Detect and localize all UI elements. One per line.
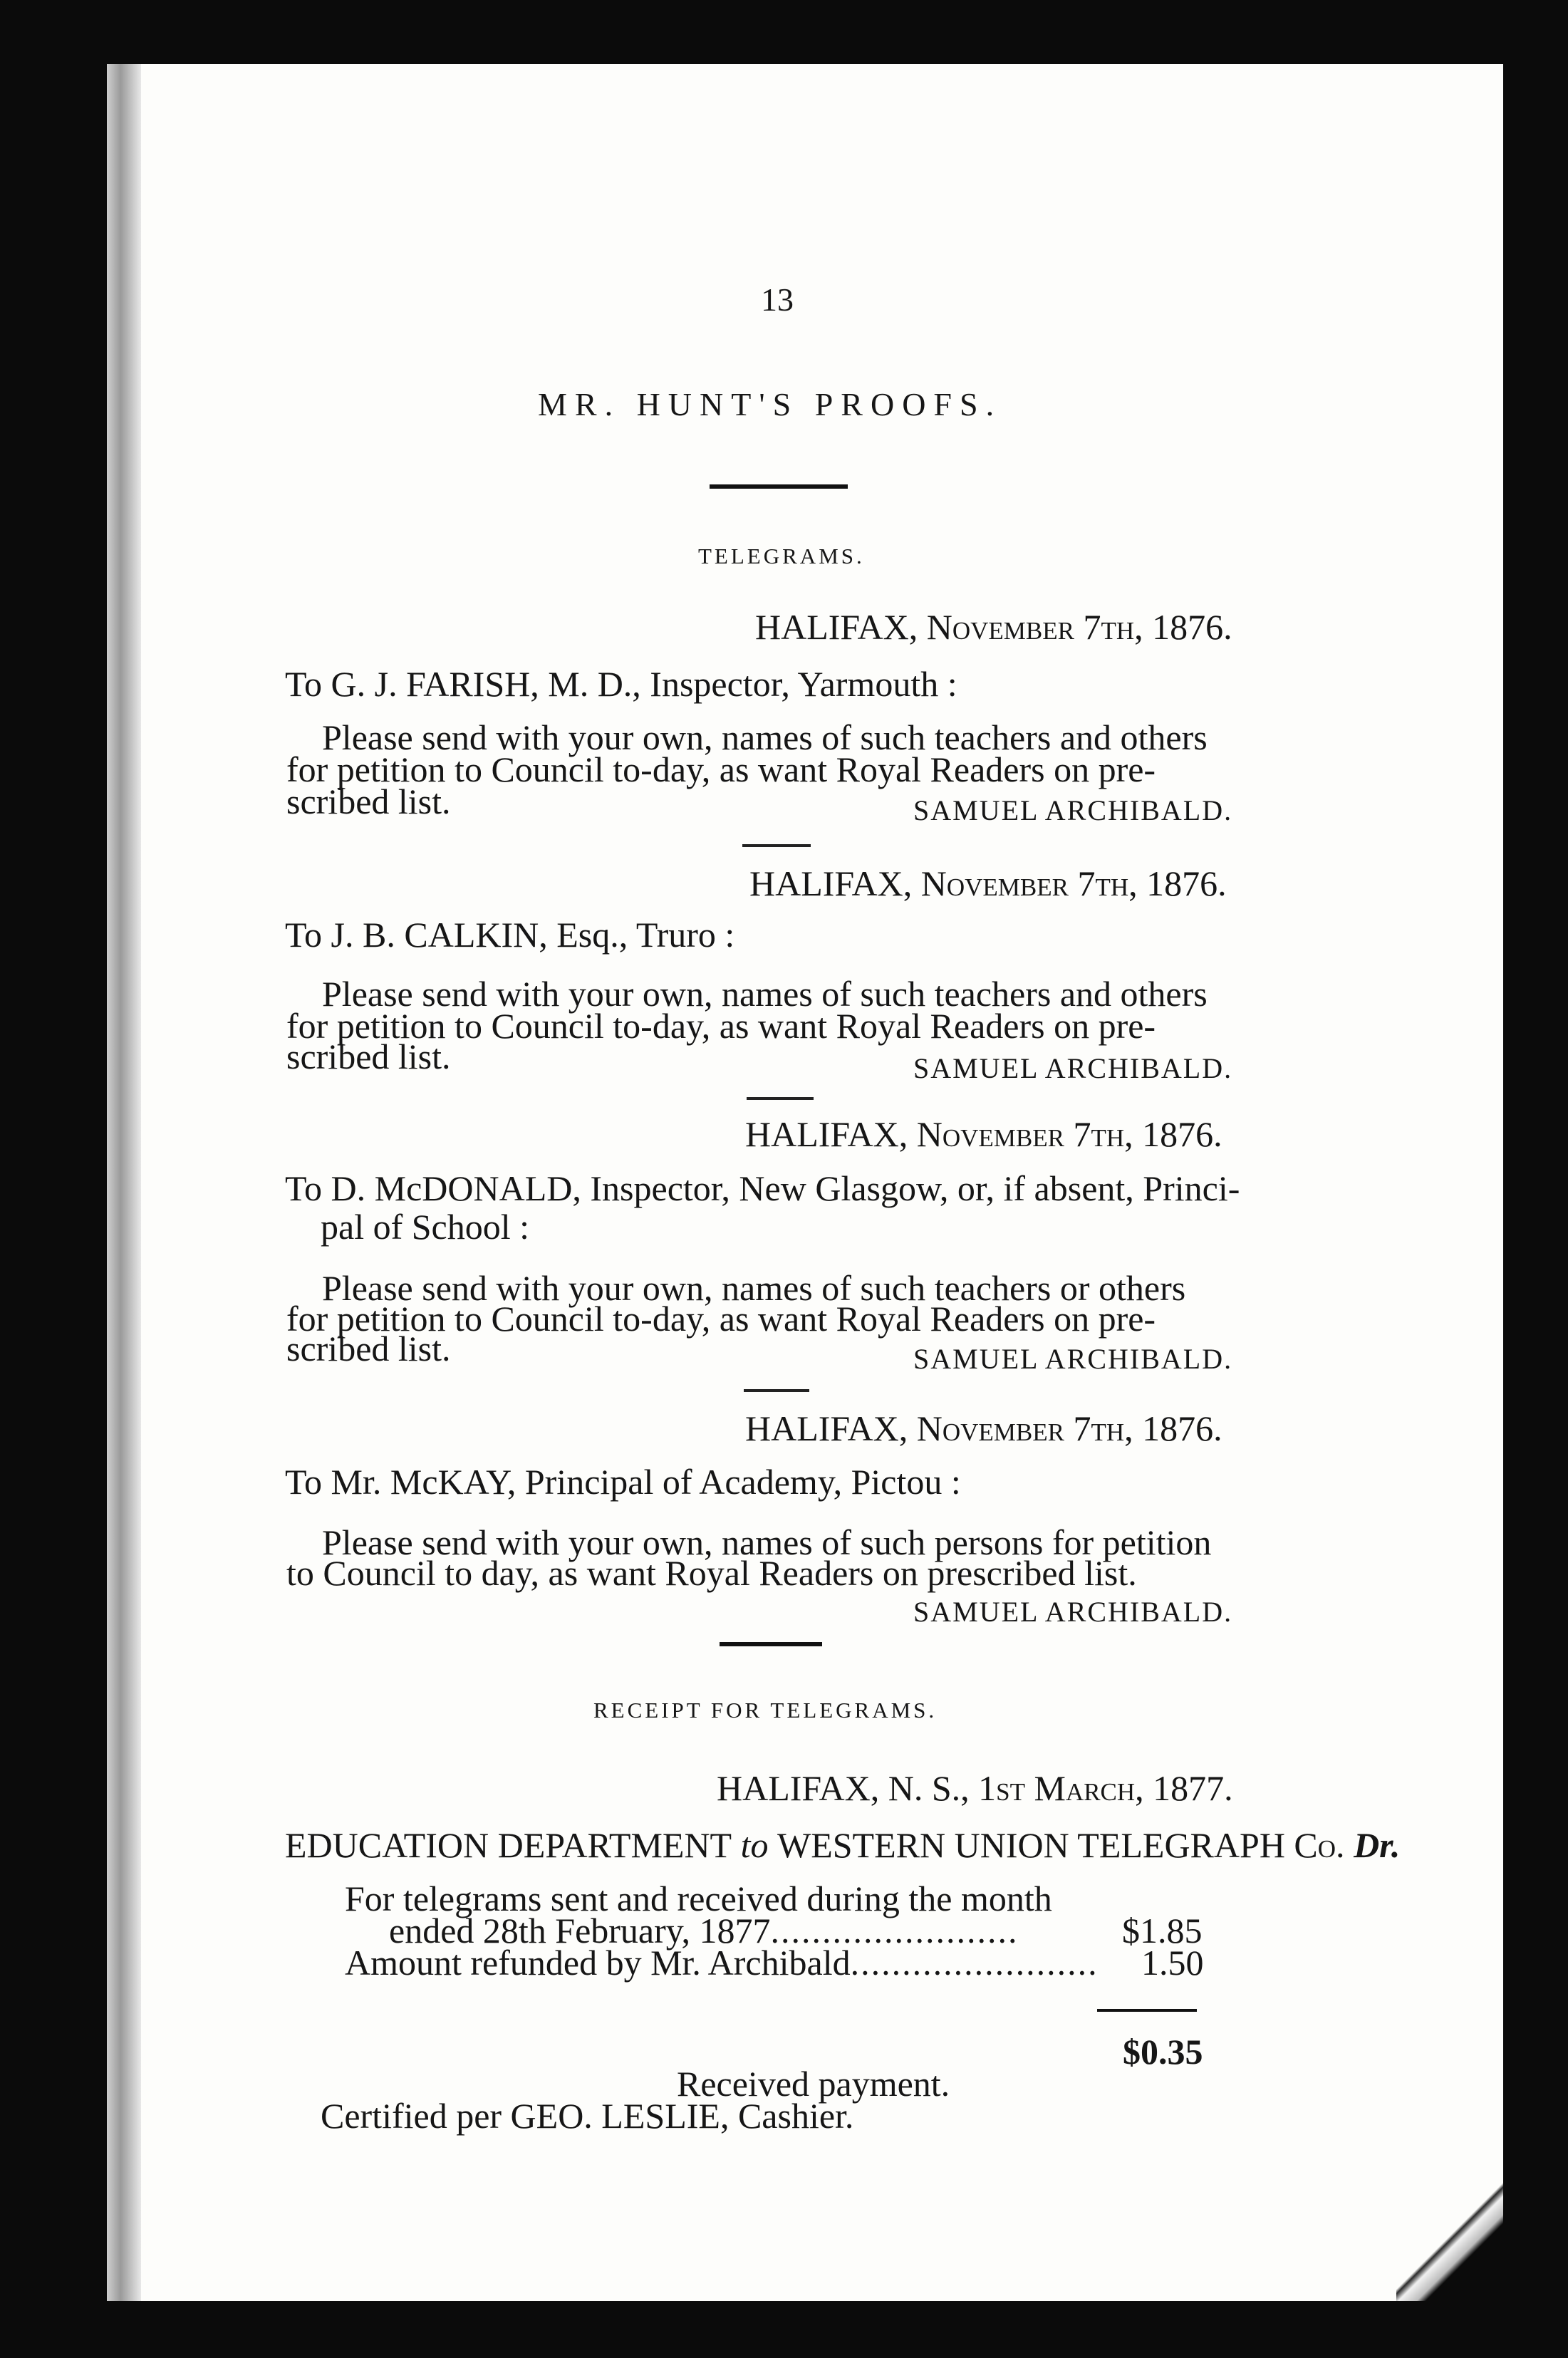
title-rule bbox=[710, 484, 848, 489]
receipt-from: EDUCATION DEPARTMENT bbox=[285, 1825, 732, 1865]
receipt-to: WESTERN UNION TELEGRAPH Co. bbox=[777, 1825, 1345, 1865]
total-rule bbox=[1097, 2009, 1197, 2012]
telegram-3-address-line-1: To D. McDONALD, Inspector, New Glasgow, or, if absent, Princi- bbox=[285, 1168, 1240, 1208]
telegram-3-line-3: scribed list. bbox=[286, 1329, 451, 1368]
page-title: MR. HUNT'S PROOFS. bbox=[538, 386, 1002, 422]
telegram-3-line-1: Please send with your own, names of such teachers or others bbox=[322, 1268, 1186, 1308]
telegram-4-line-2: to Council to day, as want Royal Readers on prescribed list. bbox=[286, 1553, 1137, 1593]
section-heading: TELEGRAMS. bbox=[698, 544, 865, 568]
telegram-3-address-line-2: pal of School : bbox=[321, 1207, 530, 1247]
receipt-heading: RECEIPT FOR TELEGRAMS. bbox=[593, 1698, 938, 1723]
receipt-item-1-amount: $1.85 bbox=[1122, 1911, 1203, 1951]
received-payment: Received payment. bbox=[677, 2064, 950, 2104]
telegram-1-line-1: Please send with your own, names of such teachers and others bbox=[322, 717, 1208, 757]
telegram-4-address: To Mr. McKAY, Principal of Academy, Pictou : bbox=[285, 1462, 961, 1502]
receipt-date: HALIFAX, N. S., 1st March, 1877. bbox=[717, 1768, 1233, 1808]
receipt-item-2-line-1 bbox=[345, 1943, 1099, 1983]
telegram-2-line-3: scribed list. bbox=[286, 1037, 451, 1076]
receipt-connector: to bbox=[740, 1825, 769, 1865]
telegram-2-address: To J. B. CALKIN, Esq., Truro : bbox=[285, 915, 735, 955]
telegram-4-date: HALIFAX, November 7th, 1876. bbox=[745, 1408, 1222, 1448]
receipt-dr: Dr. bbox=[1354, 1825, 1401, 1865]
receipt-item-2-text: Amount refunded by Mr. Archibald bbox=[345, 1943, 851, 1983]
telegram-3-line-2: for petition to Council to-day, as want Royal Readers on pre- bbox=[286, 1299, 1156, 1339]
receipt-item-2-amount: 1.50 bbox=[1141, 1943, 1204, 1983]
separator-dash bbox=[744, 1389, 809, 1392]
telegram-1-line-3: scribed list. bbox=[286, 781, 451, 821]
telegram-1-signature: SAMUEL ARCHIBALD. bbox=[913, 794, 1233, 826]
telegram-4-line-1: Please send with your own, names of such persons for petition bbox=[322, 1522, 1212, 1562]
section-rule bbox=[720, 1642, 822, 1646]
dot-leader: ........................ bbox=[770, 1911, 1019, 1951]
telegram-2-line-2: for petition to Council to-day, as want Royal Readers on pre- bbox=[286, 1006, 1156, 1046]
dot-leader: ........................ bbox=[850, 1943, 1099, 1983]
page-number: 13 bbox=[761, 281, 794, 318]
separator-dash bbox=[747, 1097, 814, 1100]
telegram-2-date: HALIFAX, November 7th, 1876. bbox=[749, 863, 1227, 903]
telegram-1-date: HALIFAX, November 7th, 1876. bbox=[755, 607, 1232, 647]
telegram-2-line-1: Please send with your own, names of such teachers and others bbox=[322, 974, 1208, 1014]
separator-dash bbox=[742, 844, 811, 847]
telegram-3-date: HALIFAX, November 7th, 1876. bbox=[745, 1114, 1222, 1154]
page-corner-fold bbox=[1396, 2180, 1503, 2301]
telegram-1-address: To G. J. FARISH, M. D., Inspector, Yarmouth : bbox=[285, 664, 957, 704]
receipt-total: $0.35 bbox=[1123, 2032, 1203, 2072]
receipt-item-1-line-1: For telegrams sent and received during the month bbox=[345, 1879, 1052, 1918]
receipt-parties bbox=[285, 1827, 1400, 1863]
book-spine bbox=[107, 64, 141, 2301]
telegram-4-signature: SAMUEL ARCHIBALD. bbox=[913, 1596, 1233, 1628]
telegram-2-signature: SAMUEL ARCHIBALD. bbox=[913, 1052, 1233, 1084]
telegram-1-line-2: for petition to Council to-day, as want Royal Readers on pre- bbox=[286, 749, 1156, 789]
certified-line: Certified per GEO. LESLIE, Cashier. bbox=[321, 2096, 854, 2136]
telegram-3-signature: SAMUEL ARCHIBALD. bbox=[913, 1343, 1233, 1375]
receipt-item-1-text: ended 28th February, 1877 bbox=[389, 1911, 771, 1951]
